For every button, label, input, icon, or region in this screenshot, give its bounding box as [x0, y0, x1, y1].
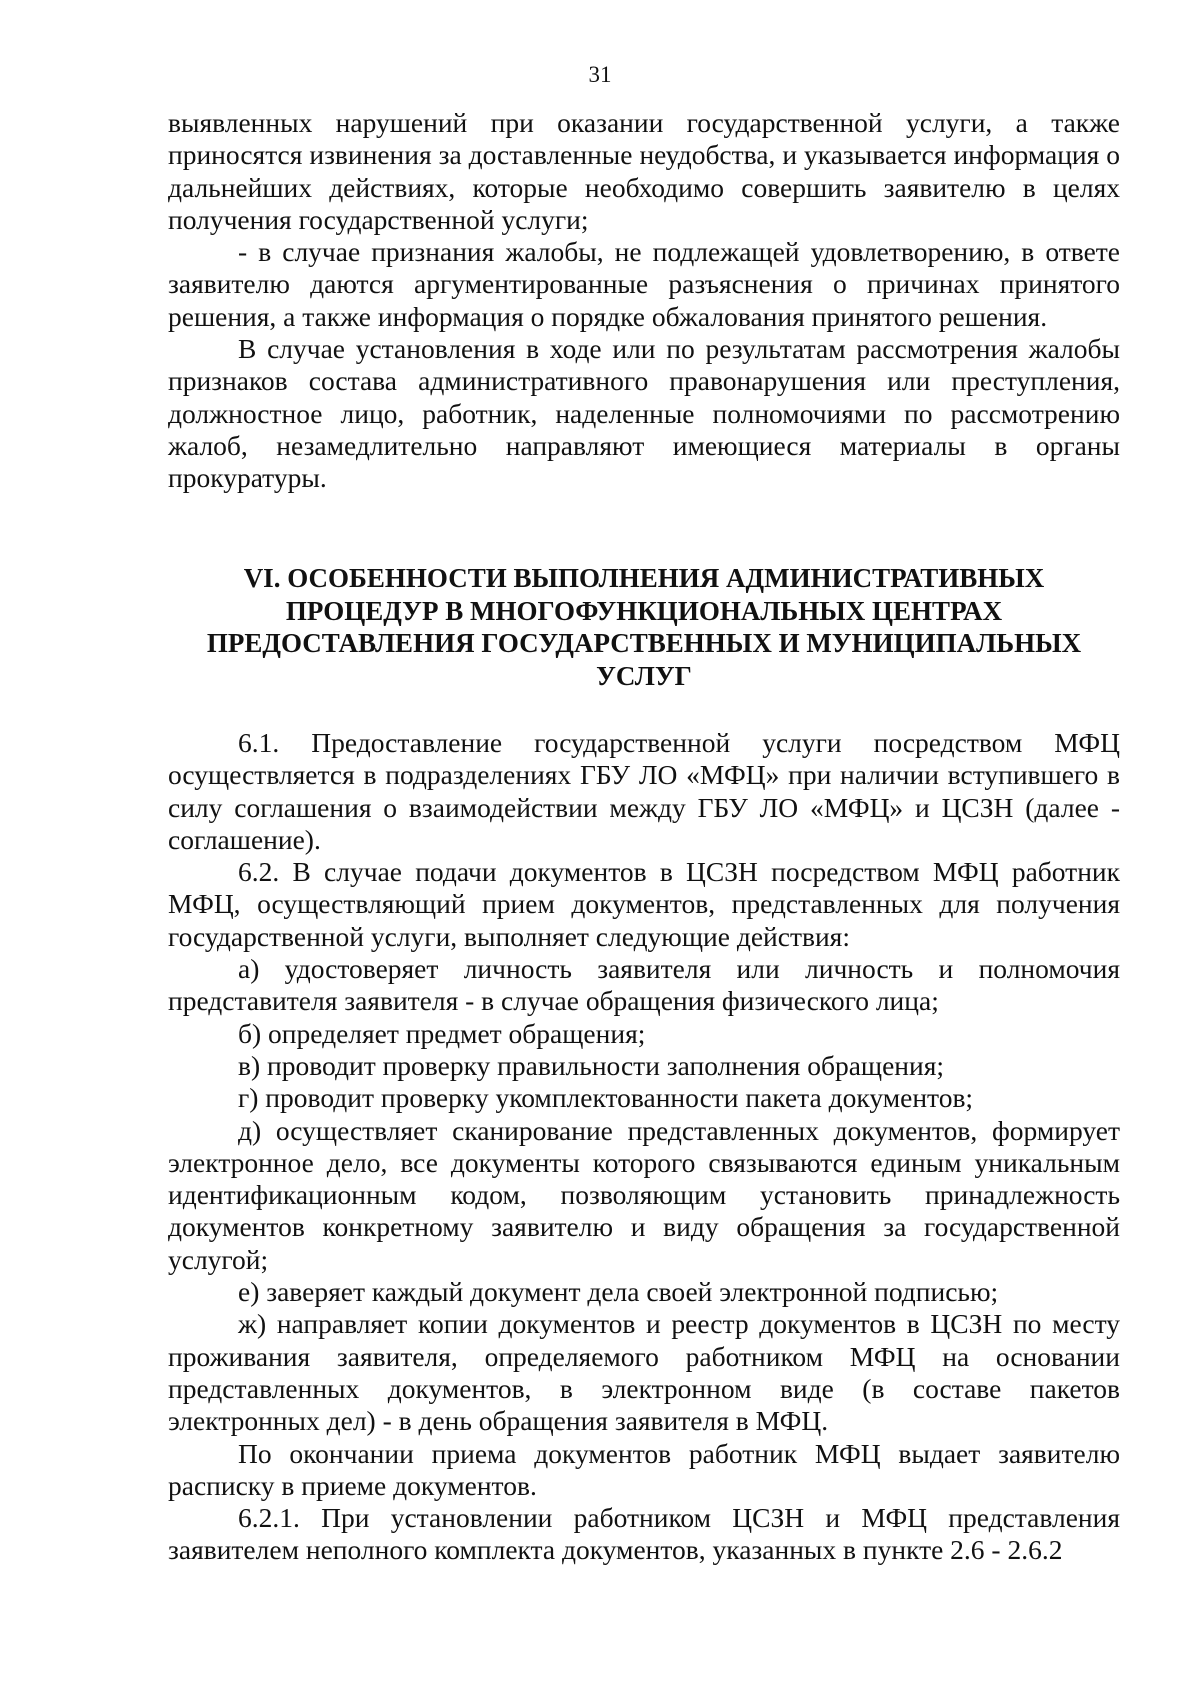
heading-line: VI. ОСОБЕННОСТИ ВЫПОЛНЕНИЯ АДМИНИСТРАТИВНЫХ — [243, 563, 1045, 593]
text-section-top — [168, 107, 1120, 495]
paragraph: д) осуществляет сканирование представленных документов, формирует электронное дело, все документы которого связываются единым уникальным идентификационным кодом, позволяющим установить принадлежность документов конкретному заявителю и виду обращения за государственной услугой; — [168, 1114, 1120, 1275]
text-section-bottom — [168, 727, 1120, 1567]
paragraph: а) удостоверяет личность заявителя или личность и полномочия представителя заявителя - в случае обращения физического лица; — [168, 953, 1120, 1017]
heading-line: УСЛУГ — [596, 660, 692, 691]
paragraph: ж) направляет копии документов и реестр документов в ЦСЗН по месту проживания заявителя, определяемого работником МФЦ на основании представленных документов, в электронном виде (в составе пакетов электронных дел) - в день обращения заявителя в МФЦ. — [168, 1308, 1120, 1437]
paragraph: - в случае признания жалобы, не подлежащей удовлетворению, в ответе заявителю даются аргументированные разъяснения о причинах принятого решения, а также информация о порядке обжалования принятого решения. — [168, 236, 1120, 332]
paragraph: В случае установления в ходе или по результатам рассмотрения жалобы признаков состава административного правонарушения или преступления, должностное лицо, работник, наделенные полномочиями по рассмотрению жалоб, незамедлительно направляют имеющиеся материалы в органы прокуратуры. — [168, 333, 1120, 494]
paragraph: г) проводит проверку укомплектованности пакета документов; — [238, 1082, 974, 1114]
paragraph: б) определяет предмет обращения; — [238, 1017, 646, 1049]
paragraph: По окончании приема документов работник МФЦ выдает заявителю расписку в приеме документов. — [168, 1437, 1120, 1501]
paragraph: выявленных нарушений при оказании государственной услуги, а также приносятся извинения за доставленные неудобства, и указывается информация о дальнейших действиях, которые необходимо совершить заявителю в целях получения государственной услуги; — [168, 107, 1120, 235]
heading-line: ПРЕДОСТАВЛЕНИЯ ГОСУДАРСТВЕННЫХ И МУНИЦИПАЛЬНЫХ — [206, 628, 1082, 658]
paragraph: е) заверяет каждый документ дела своей электронной подписью; — [238, 1276, 999, 1308]
paragraph: 6.1. Предоставление государственной услуги посредством МФЦ осуществляется в подразделениях ГБУ ЛО «МФЦ» при наличии вступившего в силу соглашения о взаимодействии между ГБУ ЛО «МФЦ» и ЦСЗН (далее - соглашение). — [168, 727, 1120, 855]
paragraph: в) проводит проверку правильности заполнения обращения; — [238, 1049, 945, 1081]
page-number: 31 — [588, 62, 612, 87]
paragraph: 6.2. В случае подачи документов в ЦСЗН посредством МФЦ работник МФЦ, осуществляющий прием документов, представленных для получения государственной услуги, выполняет следующие действия: — [168, 856, 1120, 952]
heading-line: ПРОЦЕДУР В МНОГОФУНКЦИОНАЛЬНЫХ ЦЕНТРАХ — [285, 595, 1003, 626]
paragraph: 6.2.1. При установлении работником ЦСЗН и МФЦ представления заявителем неполного комплекта документов, указанных в пункте 2.6 - 2.6.2 — [168, 1502, 1120, 1566]
section-heading — [160, 562, 1128, 692]
